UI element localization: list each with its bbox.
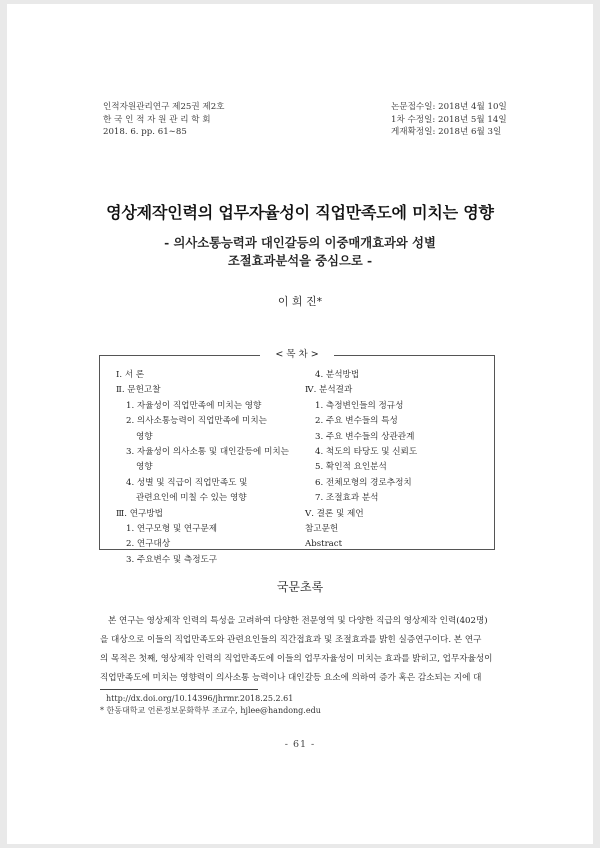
paper-title: 영상제작인력의 업무자율성이 직업만족도에 미치는 영향 [106, 203, 494, 222]
toc-item: 영향 [136, 462, 153, 473]
toc-item: 3. 주요 변수들의 상관관계 [315, 431, 415, 442]
toc-left-column [116, 368, 289, 568]
toc-item: 1. 연구모형 및 연구문제 [126, 524, 218, 535]
abstract-body [100, 612, 510, 688]
footnotes [100, 693, 321, 717]
issue-pages: 2018. 6. pp. 61∼85 [103, 127, 187, 138]
paper-page [7, 4, 593, 844]
toc-item: 참고문헌 [305, 524, 339, 535]
society-name: 한 국 인 적 자 원 관 리 학 회 [103, 114, 211, 125]
journal-info [103, 101, 225, 139]
toc-item: 1. 측정변인들의 정규성 [315, 400, 404, 411]
footnote-divider [100, 689, 258, 690]
toc-item: 1. 자율성이 직업만족에 미치는 영향 [126, 400, 262, 411]
toc-item: Ⅰ. 서 론 [116, 370, 145, 380]
journal-name: 인적자원관리연구 제25권 제2호 [103, 102, 225, 112]
paper-subtitle-line-1: - 의사소통능력과 대인갈등의 이중매개효과와 성별 [164, 235, 436, 250]
abstract-line: 직업만족도에 미치는 영향력이 의사소통 능력이나 대인갈등 요소에 의하여 증가 혹은 감소되는 지에 대 [100, 673, 482, 683]
toc-item: 2. 의사소통능력이 직업만족에 미치는 [126, 416, 267, 427]
toc-item: 2. 연구대상 [126, 539, 171, 550]
toc-item: 6. 전체모형의 경로추정치 [315, 477, 412, 488]
toc-item: 4. 분석방법 [315, 370, 360, 380]
abstract-line: 본 연구는 영상제작 인력의 특성을 고려하여 다양한 전문영역 및 다양한 직급의 영상제작 인력(402명) [108, 616, 488, 626]
toc-item: 4. 척도의 타당도 및 신뢰도 [315, 447, 418, 458]
toc-item: Ⅴ. 결론 및 제언 [305, 508, 364, 519]
toc-item: 영향 [136, 431, 153, 442]
doi-link[interactable]: http://dx.doi.org/10.14396/jhrmr.2018.25.2.61 [106, 694, 294, 703]
paper-subtitle-line-2: 조절효과분석을 중심으로 - [227, 253, 373, 268]
toc-item: 2. 주요 변수들의 특성 [315, 416, 398, 427]
toc-item: Abstract [305, 539, 343, 550]
revised-date: 1차 수정일: 2018년 5월 14일 [391, 114, 507, 125]
submission-dates [391, 101, 507, 139]
toc-item: Ⅳ. 분석결과 [305, 385, 353, 396]
page-number: - 61 - [284, 739, 316, 750]
author-affiliation: * 한동대학교 언론정보문화학부 조교수, hjlee@handong.edu [100, 705, 321, 715]
toc-item: Ⅱ. 문헌고찰 [116, 385, 161, 396]
toc-item: 3. 주요변수 및 측정도구 [126, 554, 218, 565]
abstract-heading: 국문초록 [276, 580, 324, 594]
author-name: 이 희 진* [277, 295, 323, 308]
accepted-date: 게재확정일: 2018년 6월 3일 [391, 127, 502, 138]
toc-item: 5. 확인적 요인분석 [315, 462, 387, 473]
toc-item: 4. 성별 및 직급이 직업만족도 및 [126, 477, 248, 488]
toc-heading: < 목 차 > [260, 349, 334, 361]
toc-item: Ⅲ. 연구방법 [116, 508, 163, 519]
received-date: 논문접수일: 2018년 4월 10일 [391, 102, 507, 112]
toc-item: 7. 조절효과 분석 [315, 493, 379, 504]
toc-item: 관련요인에 미칠 수 있는 영향 [136, 493, 247, 504]
toc-item: 3. 자율성이 의사소통 및 대인갈등에 미치는 [126, 447, 289, 458]
table-of-contents [99, 349, 495, 565]
abstract-line: 을 대상으로 이들의 직업만족도와 관련요인들의 직간접효과 및 조절효과를 밝힌 실증연구이다. 본 연구 [100, 635, 482, 645]
abstract-line: 의 목적은 첫째, 영상제작 인력의 직업만족도에 이들의 업무자율성이 미치는 효과를 밝히고, 업무자율성이 [100, 654, 493, 664]
toc-right-column [305, 368, 417, 553]
